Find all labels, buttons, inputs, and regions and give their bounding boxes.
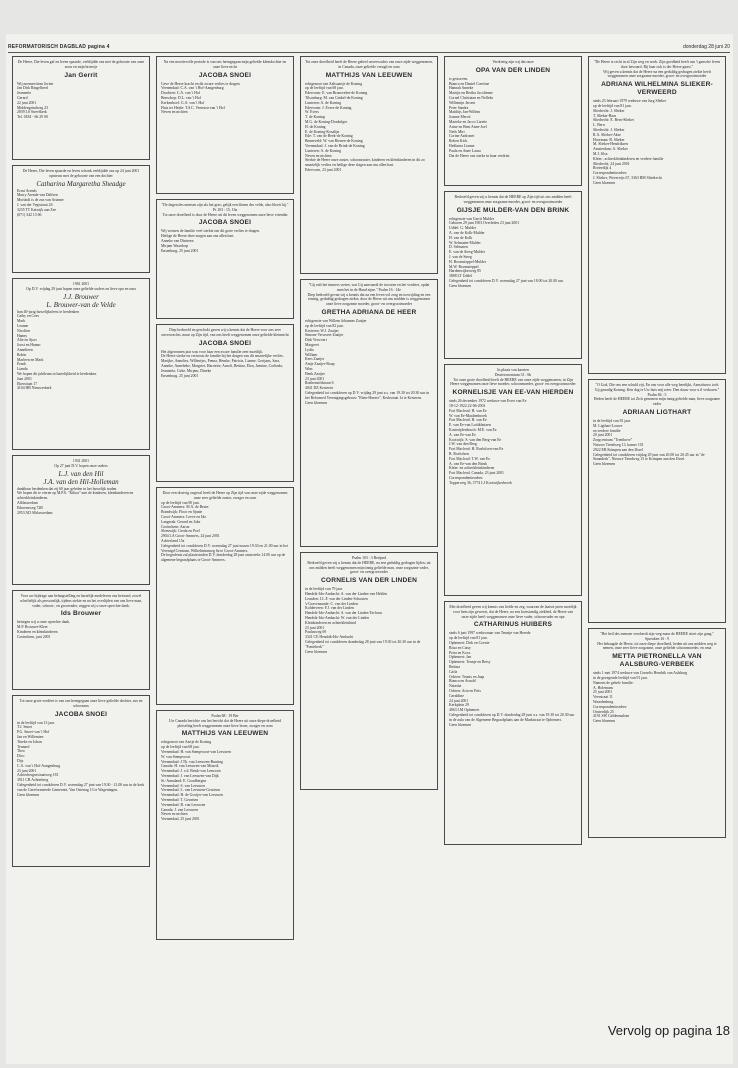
notice-box [300,279,438,547]
column-2 [156,56,294,1040]
notice-body: sinds 6 juni 1997 weduwnaar van Teuntje van Heerde op de leeftijd van 81 jaar. Ophemert: Dirk en Coenie Ritsa en Catsy Petra en Koos Ophemert: Jan Ophemert: Teunje en Betsy Bettina Carla Ochten: Teunis en Jaap Bianca en Arnold Natasha Ochten: Aria en Frits Geraldine 24 juni 2001 Kerkplein 29 4063 LM Ophemert Gelegenheid tot condoleren op D.V. donderdag 28 juni a.s. van 19.30 tot 20.30 uur in de aula van de Algemene Begraafplaats aan de Markstraat te Ophemert. Geen bloemen [449,631,575,727]
notice-body: dankbaar herdenken dat zij 60 jaar geleden in het huwelijk traden. We hopen dit te vieren op M.P.S. "Kiltoa" met de kinderen, kleinkinderen en achterkleinkinderen. Alblasserdam Eiboensweg 72B 2953 AD Alblasserdam [17,486,134,515]
notice-name: OPA VAN DER LINDEN [475,66,551,74]
notice-body: in de leeftijd van 81 jaar. M. Ligthart-Louwe en verdere familie 20 juni 2001 Zorgcentrum "Trenthove" Nieuwe Tiendweg 13, kamer 101 2922 EB Krimpen aan den IJssel Gelegenheid tot condoleren vrijdag 29 juni van 20.00 tot 20.45 uur in "de Staanderk", Nieuwe Tiendweg 15 te Krimpen aan den IJssel. Geen bloemen [593,418,705,467]
notice-box [156,487,294,705]
notice-name: Catharina Margaretha Sheadge [36,179,126,188]
continued-on-page: Vervolg op pagina 18 [607,1023,730,1038]
notice-name: MATTHIJS VAN LEEUWEN [325,71,413,79]
notice-intro: De Heere, Die leven gaf en leven spaarde, verblijdde ons met de geboorte van onze zoon en mijn broertje [17,60,145,69]
notice-name: GIJSJE MULDER-VAN DEN BRINK [456,206,570,214]
notice-intro: Door een droevig ongeval heeft de Heere op Zijn tijd van onze zijde weggenomen onze zeer geliefde zuster, zwager en oom [162,491,288,500]
notice-intro: 1941 2001 Op 27 juni D.V. hopen onze ouders [54,459,108,468]
notice-intro: Tot onze droefheid heeft de Heere geheel onverwachts van onze zijde weggenomen, in Canada, onze geliefde vreugd en oom [305,60,433,69]
column-1 [12,56,150,1040]
notice-body: Het afgeronnen jaar was voor haar een zware familie zeer moeilijk. De Heere sterke en vertroost de familie bij het dragen van dit smartelijke verlies. Marijke, Annelies, Wilbertjes, Fenna, Hemke, Patricia, Lianne, Gertjans, Sara, Anneke, Annebeke, Margriet, Harriette, Arnolt, Bettina, Elza, Jeanine, Corlinda, Jeannette, Geke, Mirjam, Dineke Ensenburg, 25 juni 2001 [161,349,284,378]
newspaper-name: REFORMATORISCH DAGBLAD pagina 4 [8,44,110,50]
notice-body: in de leeftijd van 79 jaar. Hendrik-Ido-Ambacht: A. van der Linden-van Helden Leusden: J.L.F. van der Linden-Schouten 's-Gravenzande: C. van der Linden Kolderveen: F.J. van der Linden Hendrik-Ido-Ambacht: A. van der Linden-Terlouw Hendrik-Ido-Ambacht: W. van der Linden Kleinkinderen en achterkleinkind 23 juni 2001 Paulusweg 69 3341 CE Hendrik-Ido-Ambacht Gelegenheid tot condoleren donderdag 28 juni van 19.30 tot 20.30 uur in de "Fonteberk" Geen bloemen [305,587,421,654]
notice-intro: Tot onze grote verdriet is van ons heengegaan onze lieve geliefde dochter, zus en schoonzus [19,699,143,708]
notice-name: L.J. van den Hil J.A. van den Hil-Holleman [43,469,119,486]
notice-box [12,590,150,690]
notice-body: hun 40-jarig huwelijksfeest te herdenken Cathy en Cees Mark Leanne Nicolien Hanny Alie en Sjors Joost en Hanno Annelieen Robin Marleen en Mark Frank Lianda We hopen dit jubileum in hartelijkheid te herdenken. Juni 2001 Ekerstraat 17 4104 HB Nieuwerkerk [17,309,98,391]
notice-body: op de leeftijd van 90 jaar. Groot-Ammers: M.A. de Bruin Brandwijk: Floor en Sjanie Groot-Ammers: Leeve en Ida Langerak: Gerard en Joke Gorinchem: Aaron Sleeuwijk: Gerda en Poel 2904 LA Groot-Ammers, 24 juni 2001 Achterland 15a Gelegenheid tot condoleren D.V. woensdag 27 juni tussen 19.30 en 21.00 uur in het Verenigd Centrum, Wilhelminaweg 6a te Groot-Ammers. De begrafenis zal plaatsvinden D.V. donderdag 28 juni omstreeks 14.00 uur op de algemene begraafplaats te Groot-Ammers. [161,500,288,563]
notice-box [156,710,294,940]
notice-intro: Voor uw bijdrage aan belangstelling en hartelijk medeleven ons betoond, zowel schriftelijk als persoonlijk, tijdens ziekte en na het overlijden van ons lieve man, vader, schoon-, en grootvader, zeggen wij u onze oprechte dank. [19,594,143,608]
notice-intro: Verdrietig zijn wij dat onze [492,60,534,64]
notice-intro: Diep bedroefd en geschokt gaven wij u kennis dat de Heere voor ons zeer onverwachts, maar op Zijn tijd, van ons heeft weggenomen onze geliefde kleinnicht [161,328,289,337]
notice-body: sinds 23 februari 1979 weduwe van Jurg Slieker op de leeftijd van 81 jaar. Sliedrecht: J. Slieker T. Slieker-Baar Sliedrecht: E. Bern-Slieker L. Bern Sliedrecht: J. Slieker R.A. Slieker-Akse Hoorman: B. Slieker M. Slieker-Hendriksen Amsterdam: A. Slieker M.J. Jilsa Klein-, achterkleinkinderen en verdere familie Sliedrecht, 24 juni 2001 Rivierdijk 4 Correspondentieadres: J. Slieker, Wevertrijs 67, 3363 BM Sliedrecht Geen bloemen [593,99,667,185]
notice-name: GRETHA ADRIANA DE HEER [321,308,417,316]
notice-body: in de leeftijd van 13 jaar. T.J. Snoei P.G. Snoei-van 't Hof Jan en Willemien Tineke en Johan Teunard Theo Dico Dijs C.A. van 't Hof-Aangenburg 23 juni 2001 Achterbergsestraatweg 181 3911 CB Achterberg Gelegenheid tot condoleren D.V. woensdag 27 juni van 19.30 - 21.00 uur in de kerk van de Gereformeerde Gemeente, Van Ostertag 13 te Wageningen. Geen bloemen [17,720,145,797]
notice-name: METTA PIETRONELLA VAN AALSBURG-VERBEEK [612,653,702,669]
notice-intro: "Gij zult het immers weten, wat Gij aanvaardt de troosten en het verdriet, opdat men het in de Hand zijne." Psalm 16 : 14e Diep bedroefd gevan wij u kennis dat na een leven vol zorg en toewijding en een ernstig, geduldig gedragen ziekte, door de Heere uit ons midden is weggenomen onze lieve zorgzame moeder, groot- en overgrootmoeder [307,283,431,307]
notice-box [588,56,726,374]
notice-name: KORNELISJE VAN EE-VAN HIERDEN [452,389,574,397]
notice-name: J.J. Brouwer L. Brouwer-van de Velde [46,292,116,309]
column-5 [588,56,726,1040]
notice-name: JACOBA SNOEI [54,710,108,718]
notice-box [156,56,294,194]
notice-body: betuigen wij u onze oprechte dank. M.P. Brouwer-Kleer Kinderen en kleinkinderen Gorinchem, juni 2001 [17,620,71,639]
notice-intro: 1961 2001 Op D.V. vrijdag 29 juni hopen onze geliefde ouders en lieve opa en oma [26,282,136,291]
notice-box [444,601,582,845]
notice-body: echtgenoot van Aartje de Koning op de leeftijd van 68 jaar. Veenendaal: H. van Stempvoort-van Leeuwen W. van Stempvoort Veenendaal: J.Th. van Leeuwen-Bunting Canada: H. van Leeuwen-van Mourik Veenendaal: J. v.d. Brink-van Leeuwen Veenendaal: J. van Leeuwen-van Dijk St.-Annaland: E. Goudbergen Veenendaal: S. van Leeuwen Veenendaal: L. van Leeuwen-Geurtsen Veenendaal: H. de Gooijer-van Leeuwen Veenendaal: T. Geurtsen Veenendaal: B. van Leeuwen Canada: J. van Leeuwen Neven en nichten Veenendaal, 25 juni 2001 [161,740,231,822]
notice-body: is gestorven. Bianca en Daniel Coertine Hannah Anneke Martijn en Bertha Jacolienne Cornel Christiaan en Nelleke Willemijn Jeroen Peter Sandra Matthijs Jan-Willem Joanne Mercit Marieke en Jacco Lizette Arine en Bent Anne-Joel Niels Mirt Corine Azdronet Roben Kick Hedlarna Lianne Paula en Anne Laura Dat de Heere ons sterke in haar verdriet. [449,76,511,158]
notice-body: echtgenoot van Aaltsaartje de Koning op de leeftijd van 68 jaar. Edervorm: E. van Brunsvelen-de Koning Tilsonburg: M. van Ginkel-de Koning Lunteren: A. de Koning Edervorm: J. Evers-de Koning W. Evers T. de Koning M.G. de Koning-Donkelger H. de Koning E. de Koning-Kosalijn Ede: T. van de Beek-de Koning Benneveld: W. van Rienen-de Koning Veenendaal: J. van de Brink-de Koning Lunteren: A. de Koning Neven en nichten Sterkte de Heere onze zuster, schoonzuster, kinderen en kleinkinderen in dit zo smartelijk verlies en heilige deze slagen aan ons allen hart. Edervorm, 23 juni 2001 [305,81,425,172]
notice-box [12,455,150,585]
notice-intro: "De Heere is recht in al Zijn weg en werk. Zijn goedheid heeft ons 't gansche leven door bewaard. Bij haar ook is der Heere gunst." Wij geven u kennis dat de Heere na een geduldig gedragen ziekte heeft weggenomen onze zorgzame moeder, groot- en overgrootmoeder [593,60,721,79]
notice-intro: "Het heil des mensen veroberdt zijn weg maar de HEERE stiert zijn gang." Spreuken 16 : 9 Het behaagde de Heere, tot onze diepe droefheid, heden uit ons midden weg te nemen, onze zeer lieve zorgzame, onze geliefde schoonmoeder, en oma [597,632,717,651]
notice-intro: Psalm 68 : 19 Ber Uw Canada berichte ons het bericht dat de Heere uit onze diepe droefheid plotseling heeft weggenomen onze lieve broer, zwager en oom [168,714,282,728]
header-date: donderdag 28 juni 20 [683,44,730,50]
notice-name: ADRIANA WILHELMINA SLIEKER-VERWEERD [601,81,713,97]
notice-body: Wij noemen hem Jorien Jan Dirk Ringelberd Jeannette Gerard 22 juni 2001 Middengrindweg 23 2839 LS Streefkerk Tel. 0184 - 66 29 00 [17,81,54,120]
notice-box [300,56,438,274]
notice-name: JACOBA SNOEI [198,71,252,79]
notice-box [12,165,150,273]
notice-intro: "O God, Die ons een schuld zijt, En ons voor alle weg beerlijkt, Aanschouw toch Gij genadig Koning. Ken dag te Uw huis mij weer. Den dauw voor u il verkoren." Psalm 84 : 5 Heden heeft de HEERE tot Zich genomen mijn innig geliefde man, lieve zorgzame vader [593,383,721,407]
notice-box [156,199,294,319]
notice-body: Ernst Arends Marry Arends-van Dalfsen Morlaidi is de zus van Arianne J. van der Vegtstraat 26 3235 TT Katwijk aan Zee (071) 342 13 66 [17,188,64,217]
notice-body: Wij wensen de familie veel sterkte om dit grote verlies te dragen. Heilige de Heere deze zorgen aan ons allen hart. Anneke van Dinteren Mirjam Waardorp Ensenburg, 25 juni 2001 [161,229,260,253]
notice-body: sinds 26 december 1972 weduwe van Evert van Ee 18-12-1922 22-06-2001 Fort Macleod: H. van Ee W. van Ee-Maaltenbroek Fort Macleod: H. van Ee E. van Ee-van Lottikhuizen Kosterijdenbosch: M.E. van Ee A. van Ee-van Ee Kootwijk: S. van den Berg-van Ee J.W. van den Berg Fort Macleod: H. Roelofsen-van Ee R. Roelofsen Fort Macleod: T.W. van Ee A. van Ee-van den Brink Klein- en achterkleinkinderen Fort Macleod, Canada, 23 juni 2001 Correspondentieadres: Topperweg 36, 3774 LJ Kootwijkerbroek [449,399,527,485]
column-3 [300,56,438,1040]
notice-box [444,364,582,596]
page-header [8,42,730,53]
notice-box [588,628,726,838]
notice-intro: Psalm 103 : 3 Berijmd Bedroefd geven wij u kennis dat de HEERE, na een geduldig gedragen lijden, uit ons midden heeft weggenomen mijn innig geliefde man, onze zorgzame vader, groot- en overgrootvader [307,556,431,575]
notice-body: echtgenote van Gerrit Mulder Geboren 29 juni 1903 Overleden 23 juni 2001 Uddel: G. Mulder A. van de Kolk-Mulder H. van de Kolk W. Selmaten-Mulder D. Selmaten E. van de Steeg-Mulder J. van de Steeg H. Boomsteppel-Mulder M.W. Boomsteppel Hardenwijkerweg 85 3888 LT Uddel Gelegenheid tot condoleren D.V. woensdag 27 juni van 18.00 tot 20.00 uur. Geen bloemen [449,216,564,288]
notice-name: CORNELIS VAN DER LINDEN [320,577,418,585]
notice-name: JACOBA SNOEI [198,339,252,347]
notice-box [156,324,294,482]
notice-intro: Met droefheid geven wij kennis van liefde en zeg, waarvan de laatste jaren moeilijk voor hem zijn geweest, dat de Heere, na een kortstondig ziekbed, de Heere van onze zijde heeft weggenomen onze lieve vader, schoonvader en opa [449,605,577,619]
notice-box [300,552,438,790]
notice-body: Geve de Heere kracht en dit zware verlies te dragen. Veenendaal: C.A. van 't Hof-Aangenburg Drachten: C.A. van 't Hof Benschop: D.L. van 't Hof Kerkenhoef: G.A. van 't Hof Huis ter Heide: T.S.C. Veenstra-van 't Hof Neven en nichten [161,81,241,115]
notice-name: ADRIAAN LIGTHART [622,408,692,416]
notice-intro: In plaats van kaarten Deuteronomium 31 : 6b Tot onze grote droefheid heeft de HEERE van onze zijde weggenomen, in Zijn Heere weggenomen onze lieve moeder, schoonmoeder, groot- en overgrootmoeder [450,368,576,387]
notice-name: JACOBA SNOEI [198,219,252,227]
notice-name: CATHARINUS HUIBERS [473,621,553,629]
notice-box [12,695,150,867]
notice-intro: "De dagen des mensen zijn als het gras; gelijk een bloem des velds, alzo bloeit hij." Ps 103 : 15, 16a Tot onze droefheid is door de Heere uit dit leven weggenomen onze lieve vriendin [161,203,289,217]
notice-name: MATTHIJS VAN LEEUWEN [181,730,269,738]
notice-intro: Na een moeitevolle periode is van ons heengegaan mijn geliefde kleindochter en onze lieve nicht [163,60,287,69]
notice-box [12,278,150,450]
notice-intro: De Heere, Die leven spaarde en leven schonk verblijdde ons op 24 juni 2001 opnieuw met de geboorte van een dochter [22,169,140,178]
column-4 [444,56,582,1040]
notice-intro: Bedroefd geven wij u kennis dat de HEERE op Zijn tijd uit ons midden heeft weggenomen onze zorgzame moeder, groot- en overgrootmoeder [454,195,572,204]
notice-box [444,56,582,186]
notice-body: sinds 1 mei 1974 weduwe van Cornelis Hendrik van Aalsburg in de gezegende leeftijd van 91 jaar. Namens de gehele familie: A. Holemans 25 juni 2001 Veerstraat 11 Waardenburg Correspondentieadres: Oosterdijk 25 4191 SW Geldermalsen Geen bloemen [593,671,688,724]
notice-body: echtgenote van Willem Johannes Zaaijer op de leeftijd van 82 jaar. Kesteren: W.J. Zaaijer Simone Verwoert-Zaaijer Dirk Verwoert Margreet Lydia William Kees Zaaijer Antje Zaaijer-Boup Wim Henk Zaaijer 23 juni 2001 Ronhenstfdstraat 6 4041 DZ Kesteren Gelegenheid tot condoleren op D.V. vrijdag 29 juni a.s. van 19.30 tot 20.30 uur in het Reformed Verenigingsgebouw "Eben-Haezer", Kerkstraat 1a te Kesteren. Geen bloemen [305,318,430,405]
notice-box [444,191,582,359]
notice-box [588,379,726,623]
notice-name: Jan Gerrit [64,71,98,79]
notice-name: Ids Brouwer [60,610,102,618]
notice-box [12,56,150,160]
